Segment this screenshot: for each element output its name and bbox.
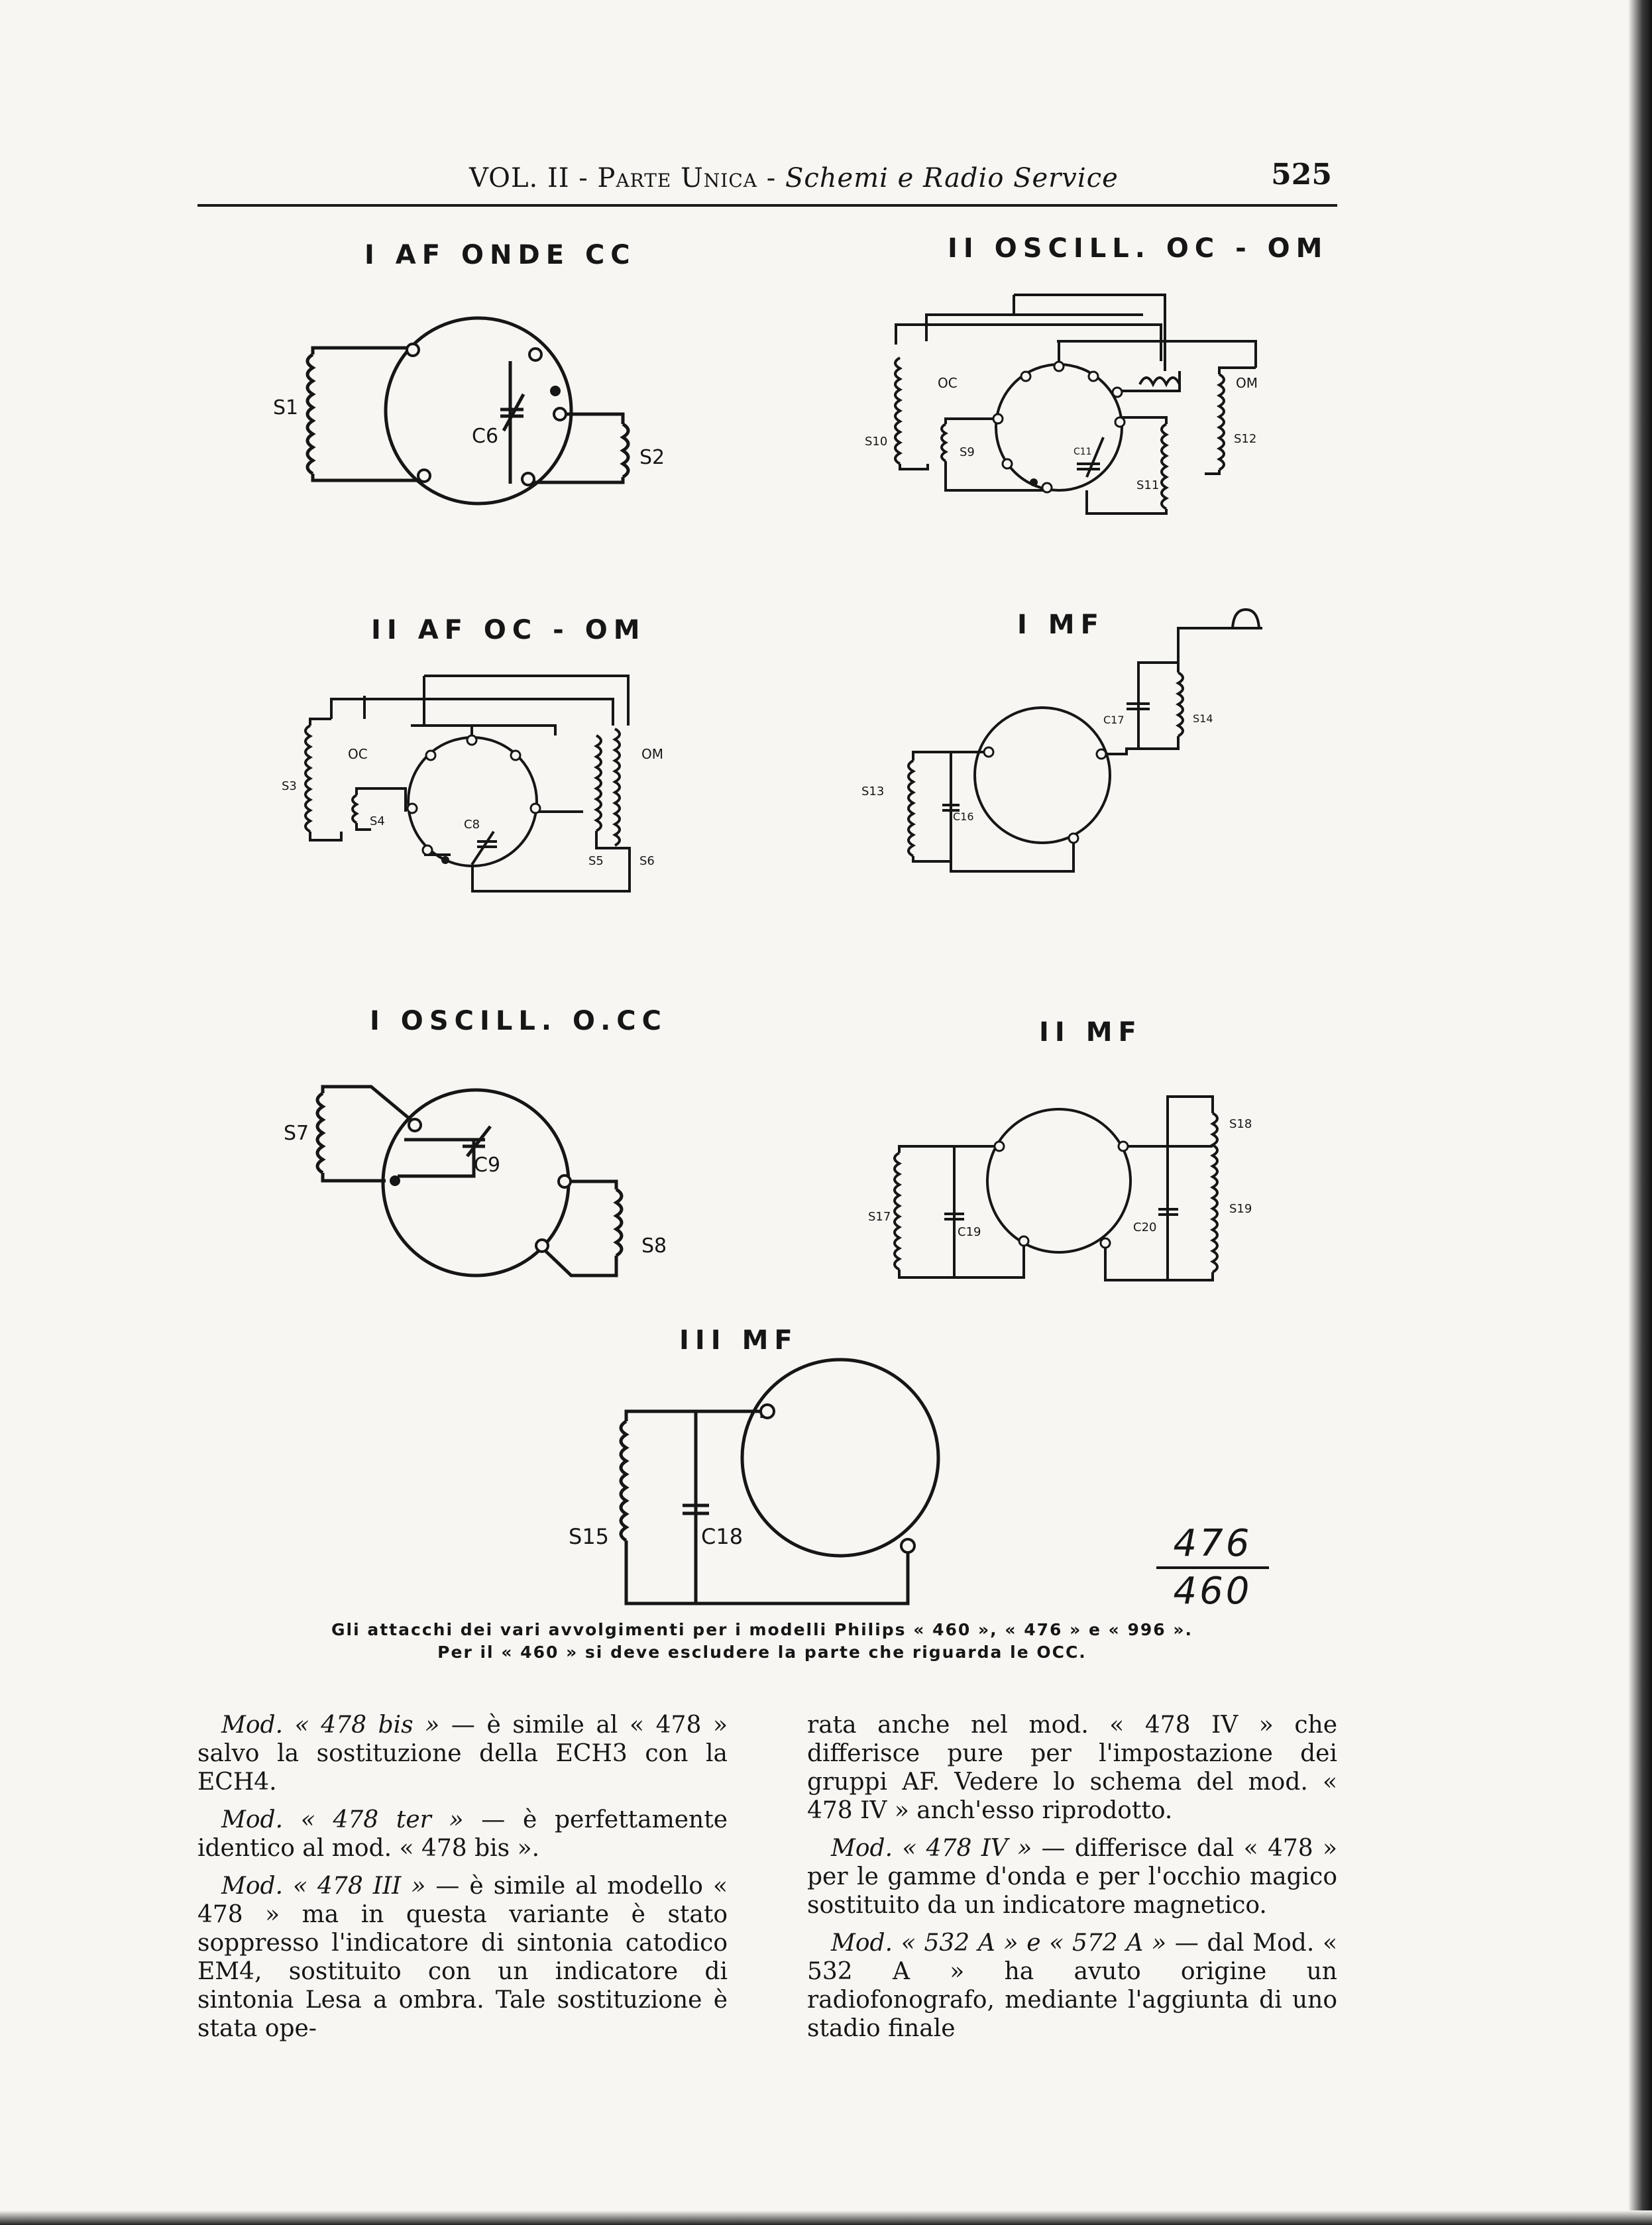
handnote-top: 476 — [1173, 1522, 1252, 1565]
caption-line-1: Gli attacchi dei vari avvolgimenti per i modelli Philips « 460 », « 476 » e « 996 ». — [331, 1620, 1193, 1639]
label-s11: S11 — [1136, 478, 1160, 492]
label-s3: S3 — [282, 779, 297, 793]
label-s9: S9 — [960, 445, 975, 459]
label-s19: S19 — [1229, 1202, 1252, 1216]
header-part: Parte Unica — [597, 163, 758, 193]
header-volume: VOL. II — [469, 163, 570, 193]
label-c16: C16 — [953, 810, 974, 823]
paragraph-532a-572a: Mod. « 532 A » e « 572 A » — dal Mod. « 532 A » ha avuto origine un radiofonografo, mediante l'aggiunta di uno stadio finale — [807, 1929, 1338, 2042]
label-s14: S14 — [1193, 712, 1213, 725]
diagram-title-iaf: I AF ONDE CC — [364, 240, 636, 270]
label-s13: S13 — [861, 785, 885, 798]
label-s17: S17 — [868, 1210, 891, 1224]
text-column-left — [197, 1711, 728, 2052]
page-number: 525 — [1271, 158, 1332, 191]
label-om: OM — [641, 746, 663, 762]
label-s15: S15 — [569, 1524, 610, 1549]
label-c8: C8 — [464, 818, 480, 832]
diagram-title-iosc: I OSCILL. O.CC — [370, 1006, 667, 1036]
caption-line-2: Per il « 460 » si deve escludere la parte che riguarda le OCC. — [437, 1643, 1087, 1662]
paragraph-continuation: rata anche nel mod. « 478 IV » che differisce pure per l'impostazione dei gruppi AF. Vedere lo schema del mod. « 478 IV » anch'esso riprodotto. — [807, 1711, 1337, 1824]
paragraph-478-ter: Mod. « 478 ter » — è perfettamente identico al mod. « 478 bis ». — [197, 1806, 728, 1862]
figure-caption — [199, 1619, 1325, 1664]
header-separator: - — [578, 163, 588, 193]
label-s12: S12 — [1234, 432, 1257, 446]
label-s7: S7 — [284, 1122, 309, 1145]
label-c6: C6 — [472, 425, 499, 448]
label-s2: S2 — [639, 446, 665, 469]
paragraph-478-bis: Mod. « 478 bis » — è simile al « 478 » salvo la sostituzione della ECH3 con la ECH4. — [197, 1711, 728, 1796]
label-c20: C20 — [1133, 1221, 1157, 1234]
label-s5: S5 — [588, 854, 604, 868]
label-c18: C18 — [701, 1524, 743, 1549]
label-oc: OC — [348, 746, 368, 762]
paragraph-478-iii: Mod. « 478 III » — è simile al modello « 478 » ma in questa variante è stato soppresso l'indicatore di sintonia catodico EM4, sostituito con un indicatore di sintonia Lesa a ombra. Tale sostituzione è stata ope- — [197, 1872, 728, 2042]
header-separator: - — [766, 163, 777, 193]
diagram-title-iiosc: II OSCILL. OC - OM — [948, 233, 1329, 264]
label-s4: S4 — [370, 814, 385, 828]
header-section: Schemi e Radio Service — [785, 163, 1119, 193]
label-c19: C19 — [958, 1225, 981, 1239]
label-s8: S8 — [641, 1234, 667, 1258]
handnote-bottom: 460 — [1173, 1570, 1252, 1613]
label-s1: S1 — [273, 396, 299, 419]
handwritten-model-note — [1153, 1523, 1272, 1613]
handnote-divider — [1156, 1566, 1269, 1569]
label-om: OM — [1236, 375, 1258, 391]
label-c17: C17 — [1103, 714, 1125, 726]
diagram-title-imf: I MF — [1017, 610, 1105, 640]
coil-s15 — [621, 1421, 626, 1541]
paragraph-478-iv: Mod. « 478 IV » — differisce dal « 478 » per le gamme d'onda e per l'occhio magico sostituito da un indicatore magnetico. — [807, 1835, 1337, 1919]
diagram-title-iiimf: III MF — [679, 1325, 798, 1356]
label-s18: S18 — [1229, 1117, 1252, 1131]
label-s10: S10 — [865, 435, 888, 449]
label-s6: S6 — [639, 854, 655, 868]
label-c11: C11 — [1074, 447, 1092, 457]
diagram-title-iimf: II MF — [1039, 1017, 1142, 1048]
diagram-title-iiaf: II AF OC - OM — [371, 615, 646, 645]
label-c9: C9 — [474, 1154, 501, 1177]
label-oc: OC — [938, 375, 958, 391]
text-column-right — [807, 1711, 1337, 2052]
